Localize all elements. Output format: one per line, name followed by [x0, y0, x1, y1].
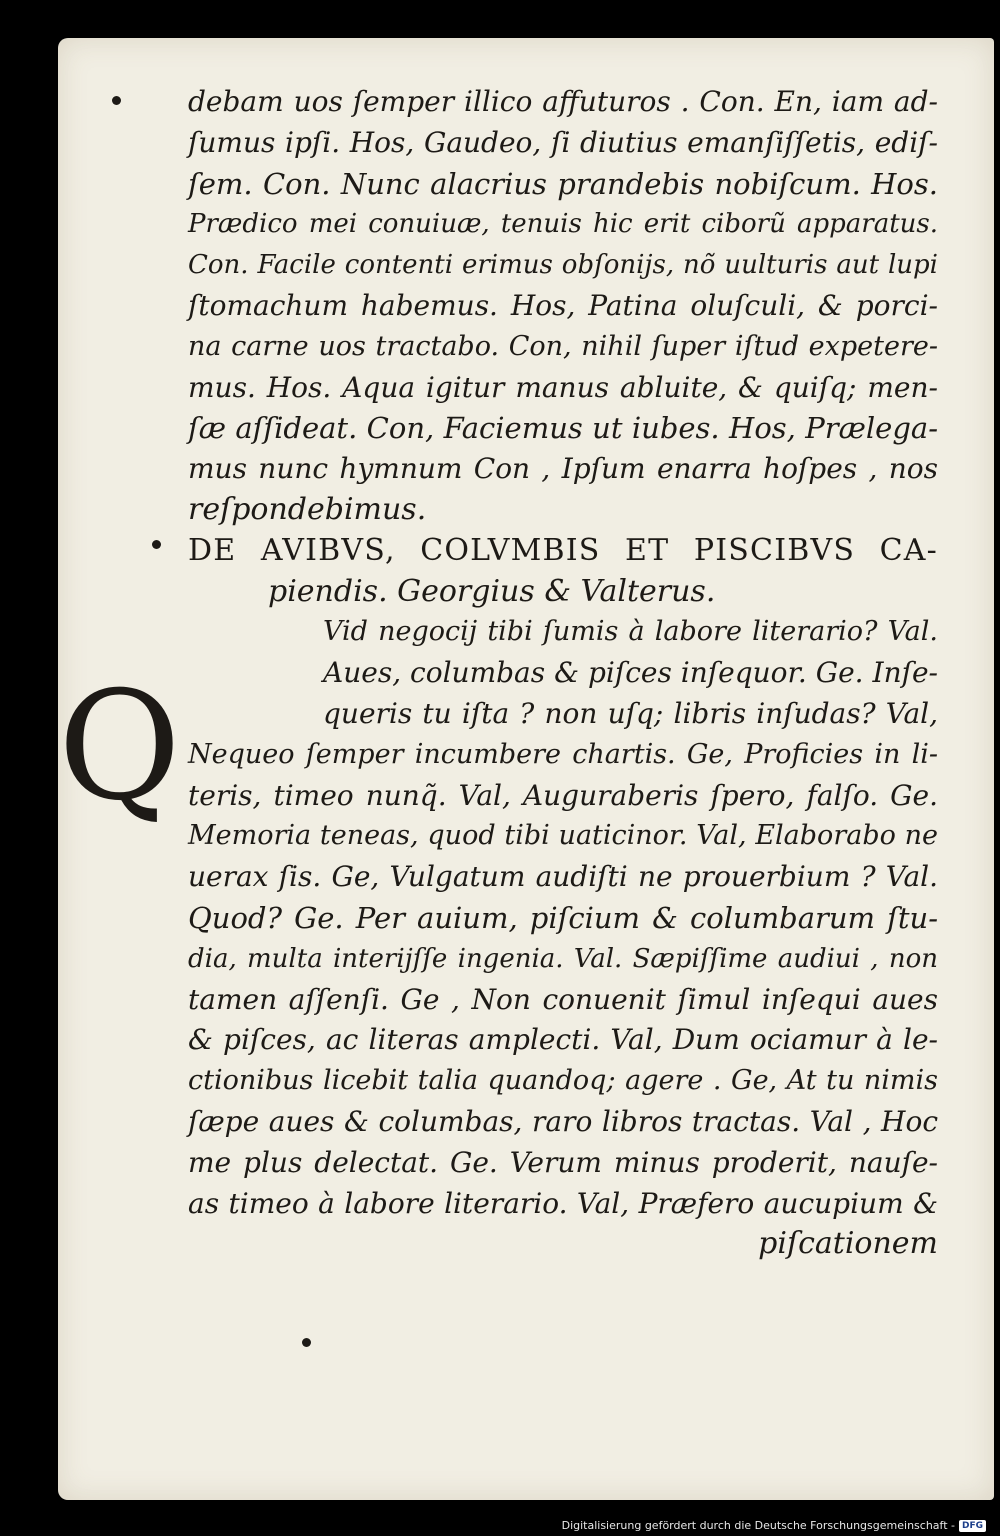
section-heading-continued: piendis. Georgius & Valterus. [268, 573, 716, 609]
drop-cap: Q [58, 660, 181, 834]
text-line: ſæ aſſideat. Con, Faciemus ut iubes. Hos, Prælega- [188, 411, 938, 446]
page-text [188, 82, 938, 1265]
text-line: Con. Facile contenti erimus obſonijs, nõ uulturis aut lupi [188, 250, 938, 281]
dialogue-line: ctionibus licebit talia quandoq; agere . Ge, At tu nimis [188, 1065, 938, 1097]
margin-dot-top [112, 96, 121, 105]
text-line: ſumus ipſi. Hos, Gaudeo, ſi diutius emanſiſſetis, ediſ- [188, 125, 938, 159]
dialogue-line: as timeo à labore literario. Val, Præfero aucupium & [188, 1186, 938, 1220]
dialogue-line: Quod? Ge. Per auium, piſcium & columbarum ſtu- [188, 900, 938, 935]
text-line: ſem. Con. Nunc alacrius prandebis nobiſcum. Hos. [188, 166, 938, 201]
dialogue-line: teris, timeo nunq̃. Val, Auguraberis ſpero, falſo. Ge. [188, 778, 938, 812]
dialogue-line: Vid negocij tibi ſumis à labore literario? Val. [323, 616, 938, 648]
text-line: mus nunc hymnum Con , Ipſum enarra hoſpes , nos [188, 452, 938, 486]
text-line: debam uos ſemper illico affuturos . Con. En, iam ad- [188, 85, 938, 118]
margin-dot-bottom [302, 1338, 311, 1347]
dialogue-line: Memoria teneas, quod tibi uaticinor. Val, Elaborabo ne [188, 820, 938, 852]
dialogue-line: tamen aſſenſi. Ge , Non conuenit ſimul inſequi aues [188, 982, 938, 1016]
text-line: mus. Hos. Aqua igitur manus abluite, & quiſq; men- [188, 370, 938, 404]
dfg-logo: DFG [959, 1520, 986, 1532]
text-line: Prædico mei conuiuæ, tenuis hic erit ciborũ apparatus. [188, 209, 938, 240]
dialogue-line: me plus delectat. Ge. Verum minus proderit, nauſe- [188, 1145, 938, 1179]
dialogue-line: dia, multa interijſſe ingenia. Val. Sæpiſſime audiui , non [188, 943, 938, 974]
dialogue-line: & piſces, ac literas amplecti. Val, Dum ociamur à le- [188, 1023, 938, 1057]
digitization-credit [562, 1519, 986, 1532]
margin-dot-middle [152, 540, 161, 549]
catchword: piſcationem [758, 1226, 938, 1262]
book-page [58, 38, 994, 1500]
dialogue-line: ſæpe aues & columbas, raro libros tractas. Val , Hoc [188, 1104, 938, 1138]
section-heading: DE AVIBVS, COLVMBIS ET PISCIBVS CA- [188, 532, 938, 568]
text-line: reſpondebimus. [188, 491, 427, 527]
credit-text: Digitalisierung gefördert durch die Deutsche Forschungsgemeinschaft - [561, 1519, 955, 1532]
dialogue-line: Aues, columbas & piſces inſequor. Ge. Inſe- [323, 656, 938, 690]
dialogue-line: queris tu iſta ? non uſq; libris inſudas? Val, [323, 696, 938, 730]
text-line: na carne uos tractabo. Con, nihil ſuper iſtud expetere- [188, 330, 938, 362]
dialogue-line: uerax ſis. Ge, Vulgatum audiſti ne prouerbium ? Val. [188, 860, 938, 894]
dialogue-line: Nequeo ſemper incumbere chartis. Ge, Proficies in li- [188, 738, 938, 770]
text-line: ſtomachum habemus. Hos, Patina oluſculi, & porci- [188, 288, 938, 322]
